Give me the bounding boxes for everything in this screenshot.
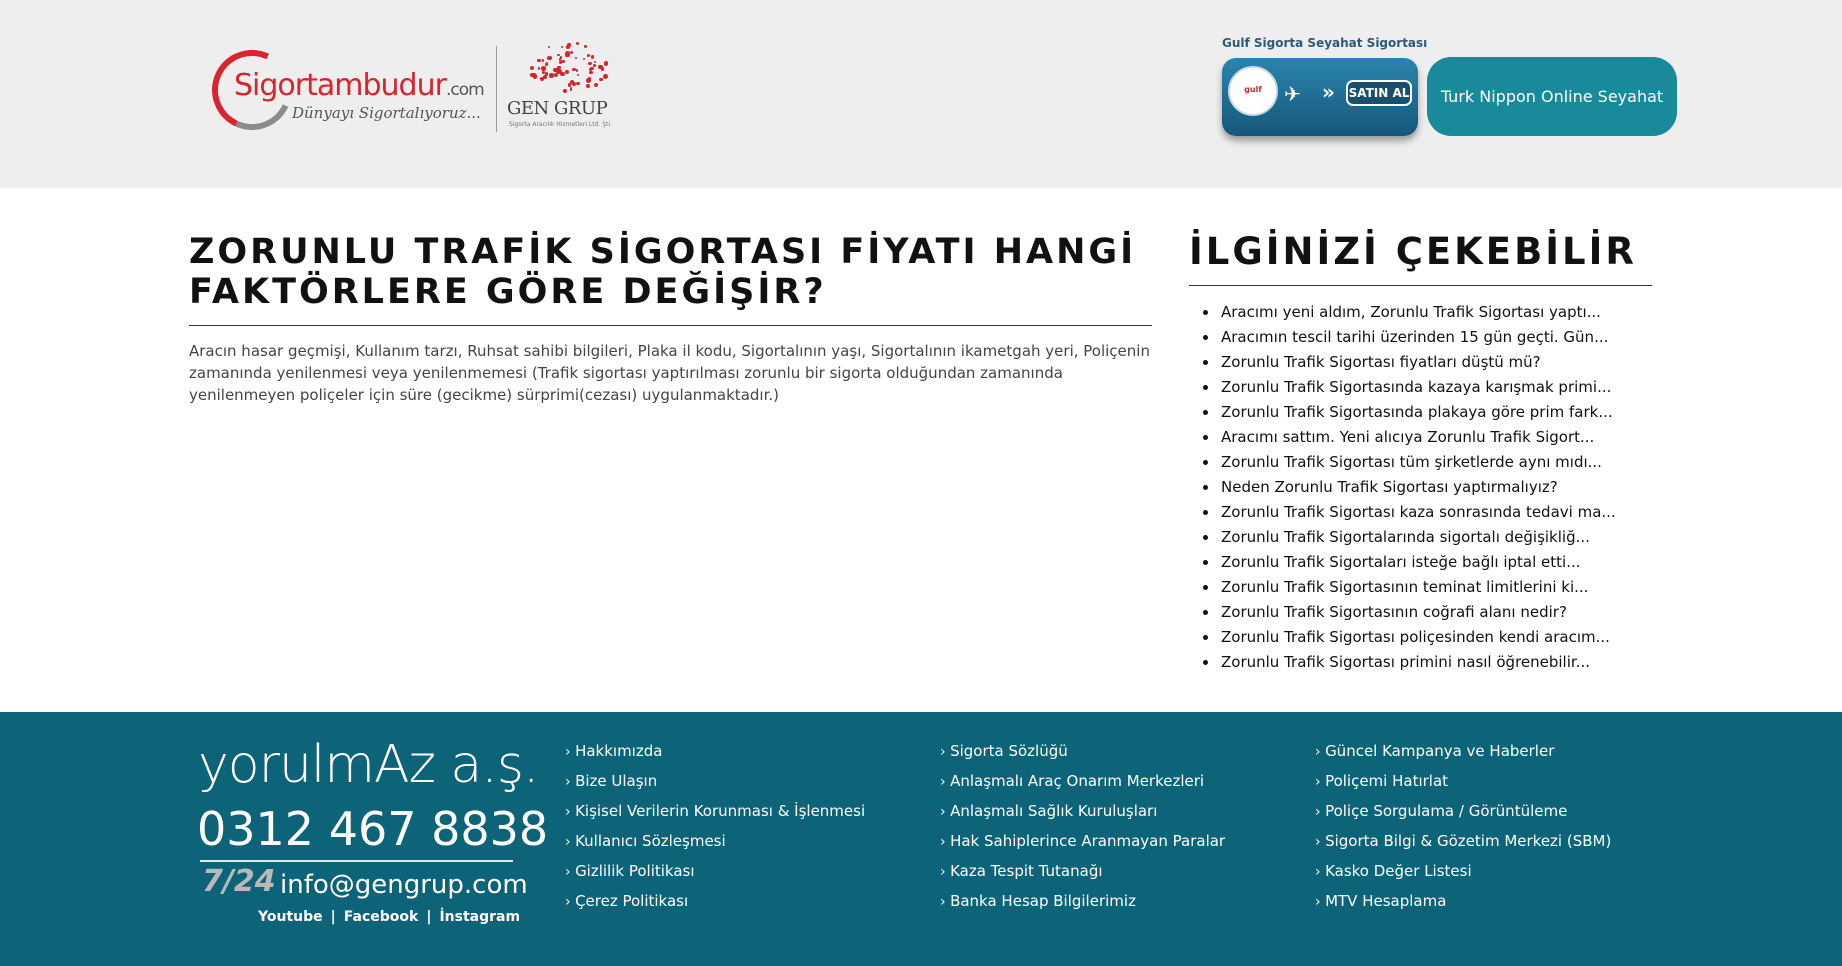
satin-al-button[interactable]: SATIN AL bbox=[1346, 80, 1412, 106]
gen-dot bbox=[583, 58, 585, 60]
footer-email[interactable]: info@gengrup.com bbox=[280, 870, 528, 900]
related-item[interactable]: Zorunlu Trafik Sigortasının teminat limitlerini ki... bbox=[1201, 575, 1661, 600]
related-item[interactable]: Zorunlu Trafik Sigortalarında sigortalı değişikliğ... bbox=[1201, 525, 1661, 550]
logo-brand: Sigortambudur.com bbox=[234, 68, 484, 103]
turk-nippon-button[interactable]: Turk Nippon Online Seyahat bbox=[1427, 57, 1677, 136]
gen-dot bbox=[559, 61, 562, 64]
footer-link[interactable]: › Sigorta Sözlüğü bbox=[940, 740, 1225, 770]
footer-link[interactable]: › Kişisel Verilerin Korunması & İşlenmesi bbox=[565, 800, 865, 830]
gen-dot bbox=[548, 46, 551, 49]
gen-dot bbox=[600, 78, 603, 81]
logo-tld: .com bbox=[445, 80, 484, 100]
logo-divider bbox=[496, 46, 497, 132]
gen-dot bbox=[576, 69, 579, 72]
gen-grup-subtitle: Sigorta Aracılık Hizmetleri Ltd. Şti. bbox=[509, 121, 612, 128]
gen-dot bbox=[565, 51, 570, 56]
gen-grup-logo[interactable] bbox=[505, 42, 625, 132]
related-item[interactable]: Neden Zorunlu Trafik Sigortası yaptırmalıyız? bbox=[1201, 475, 1661, 500]
related-item[interactable]: Zorunlu Trafik Sigortaları isteğe bağlı iptal etti... bbox=[1201, 550, 1661, 575]
gen-dot bbox=[594, 61, 596, 63]
gen-dot bbox=[542, 59, 545, 62]
gen-dot bbox=[584, 45, 586, 47]
footer-link[interactable]: › Hak Sahiplerince Aranmayan Paralar bbox=[940, 830, 1225, 860]
footer-link[interactable]: › Anlaşmalı Araç Onarım Merkezleri bbox=[940, 770, 1225, 800]
gen-dot bbox=[576, 42, 580, 46]
footer-link[interactable]: › MTV Hesaplama bbox=[1315, 890, 1611, 920]
gen-dot bbox=[587, 54, 590, 57]
related-item[interactable]: Aracımı yeni aldım, Zorunlu Trafik Sigortası yaptı... bbox=[1201, 300, 1661, 325]
social-separator: | bbox=[426, 909, 432, 925]
footer-link[interactable]: › Poliçe Sorgulama / Görüntüleme bbox=[1315, 800, 1611, 830]
gen-dot bbox=[567, 43, 571, 47]
footer-link[interactable]: › Kasko Değer Listesi bbox=[1315, 860, 1611, 890]
gen-dot bbox=[588, 77, 591, 80]
article-body: Aracın hasar geçmişi, Kullanım tarzı, Ruhsat sahibi bilgileri, Plaka il kodu, Sigortalının yaşı, Sigortalının ikametgah yeri, Poliçenin zamanında yenilenmesi veya yenilenmemesi (Trafik sigortası yaptırılması zorunlu bir sigorta olduğundan zamanında yenilenmeyen poliçeler için süre (gecikme) sürprimi(cezası) uygulanmaktadır.) bbox=[189, 342, 1150, 404]
gen-dot bbox=[588, 62, 591, 65]
gulf-banner-caption: Gulf Sigorta Seyahat Sigortası bbox=[1222, 36, 1428, 50]
footer-brand: yorulmAz a.ş. bbox=[198, 735, 539, 795]
gen-dot bbox=[561, 46, 564, 49]
gen-dot bbox=[586, 84, 590, 88]
instagram-link[interactable]: İnstagram bbox=[439, 909, 521, 925]
article-title: ZORUNLU TRAFİK SİGORTASI FİYATI HANGİ FAKTÖRLERE GÖRE DEĞİŞİR? bbox=[189, 232, 1137, 312]
double-chevron-icon: » bbox=[1322, 80, 1335, 104]
gen-dot bbox=[565, 70, 569, 74]
footer-link[interactable]: › Hakkımızda bbox=[565, 740, 865, 770]
gen-dot bbox=[575, 57, 577, 59]
related-item[interactable]: Zorunlu Trafik Sigortası primini nasıl öğrenebilir... bbox=[1201, 650, 1661, 675]
footer-contact-divider bbox=[200, 860, 513, 862]
related-item[interactable]: Zorunlu Trafik Sigortası kaza sonrasında tedavi ma... bbox=[1201, 500, 1661, 525]
gen-dot bbox=[590, 67, 594, 71]
social-separator: | bbox=[330, 909, 336, 925]
related-list bbox=[1201, 300, 1661, 675]
related-item[interactable]: Aracımı sattım. Yeni alıcıya Zorunlu Trafik Sigort... bbox=[1201, 425, 1661, 450]
header bbox=[0, 0, 1842, 188]
footer bbox=[0, 712, 1842, 966]
footer-link[interactable]: › Çerez Politikası bbox=[565, 890, 865, 920]
gen-dot bbox=[530, 66, 534, 70]
related-item[interactable]: Aracımın tescil tarihi üzerinden 15 gün geçti. Gün... bbox=[1201, 325, 1661, 350]
footer-links-col1 bbox=[565, 740, 865, 920]
gen-dot bbox=[570, 51, 573, 54]
gen-dot bbox=[591, 55, 594, 58]
gen-dot bbox=[538, 67, 540, 69]
gulf-badge-label: gulf bbox=[1244, 85, 1262, 94]
gen-dot bbox=[604, 61, 609, 66]
article-divider bbox=[189, 325, 1152, 326]
footer-link[interactable]: › Gizlilik Politikası bbox=[565, 860, 865, 890]
gen-dot bbox=[547, 56, 551, 60]
footer-link[interactable]: › Kaza Tespit Tutanağı bbox=[940, 860, 1225, 890]
gen-dot bbox=[537, 59, 540, 62]
footer-link[interactable]: › Sigorta Bilgi & Gözetim Merkezi (SBM) bbox=[1315, 830, 1611, 860]
gen-dot bbox=[554, 73, 558, 77]
youtube-link[interactable]: Youtube bbox=[258, 909, 323, 925]
gulf-banner[interactable] bbox=[1222, 58, 1418, 136]
facebook-link[interactable]: Facebook bbox=[343, 909, 419, 925]
footer-link[interactable]: › Kullanıcı Sözleşmesi bbox=[565, 830, 865, 860]
gen-dot bbox=[572, 68, 576, 72]
related-item[interactable]: Zorunlu Trafik Sigortasında kazaya karışmak primi... bbox=[1201, 375, 1661, 400]
gulf-badge-icon bbox=[1228, 66, 1278, 116]
gen-dot bbox=[603, 74, 608, 79]
footer-social bbox=[254, 909, 524, 925]
gen-dot bbox=[560, 56, 563, 59]
footer-links-col3 bbox=[1315, 740, 1611, 920]
related-item[interactable]: Zorunlu Trafik Sigortası poliçesinden kendi aracım... bbox=[1201, 625, 1661, 650]
gen-dot bbox=[594, 83, 598, 87]
related-item[interactable]: Zorunlu Trafik Sigortası tüm şirketlerde aynı mıdı... bbox=[1201, 450, 1661, 475]
gen-dot bbox=[570, 88, 572, 90]
footer-phone[interactable]: 0312 467 8838 bbox=[197, 802, 549, 856]
footer-link[interactable]: › Anlaşmalı Sağlık Kuruluşları bbox=[940, 800, 1225, 830]
related-item[interactable]: Zorunlu Trafik Sigortasının coğrafi alanı nedir? bbox=[1201, 600, 1661, 625]
logo-slogan: Dünyayı Sigortalıyoruz... bbox=[292, 104, 481, 122]
related-item[interactable]: Zorunlu Trafik Sigortasında plakaya göre prim fark... bbox=[1201, 400, 1661, 425]
footer-hours: 7/24 bbox=[202, 864, 276, 899]
related-item[interactable]: Zorunlu Trafik Sigortası fiyatları düştü mü? bbox=[1201, 350, 1661, 375]
gen-grup-name: GEN GRUP bbox=[507, 98, 608, 119]
sidebar-divider bbox=[1189, 285, 1652, 286]
gen-dot bbox=[533, 74, 537, 78]
sidebar-title: İLGİNİZİ ÇEKEBİLİR bbox=[1189, 230, 1637, 273]
plane-icon: ✈ bbox=[1284, 82, 1301, 106]
footer-link[interactable]: › Banka Hesap Bilgilerimiz bbox=[940, 890, 1225, 920]
gen-dot bbox=[563, 89, 568, 94]
gen-dot bbox=[576, 82, 580, 86]
footer-links-col2 bbox=[940, 740, 1225, 920]
gen-dot bbox=[543, 75, 547, 79]
gen-dot bbox=[577, 74, 579, 76]
sigortambudur-logo[interactable] bbox=[212, 50, 482, 130]
footer-link[interactable]: › Güncel Kampanya ve Haberler bbox=[1315, 740, 1611, 770]
footer-link[interactable]: › Bize Ulaşın bbox=[565, 770, 865, 800]
gen-dot bbox=[545, 63, 547, 65]
gen-dot bbox=[549, 73, 553, 77]
gen-dot bbox=[589, 71, 592, 74]
gen-dot bbox=[557, 69, 562, 74]
footer-link[interactable]: › Poliçemi Hatırlat bbox=[1315, 770, 1611, 800]
gen-grup-dots-icon bbox=[505, 42, 625, 102]
